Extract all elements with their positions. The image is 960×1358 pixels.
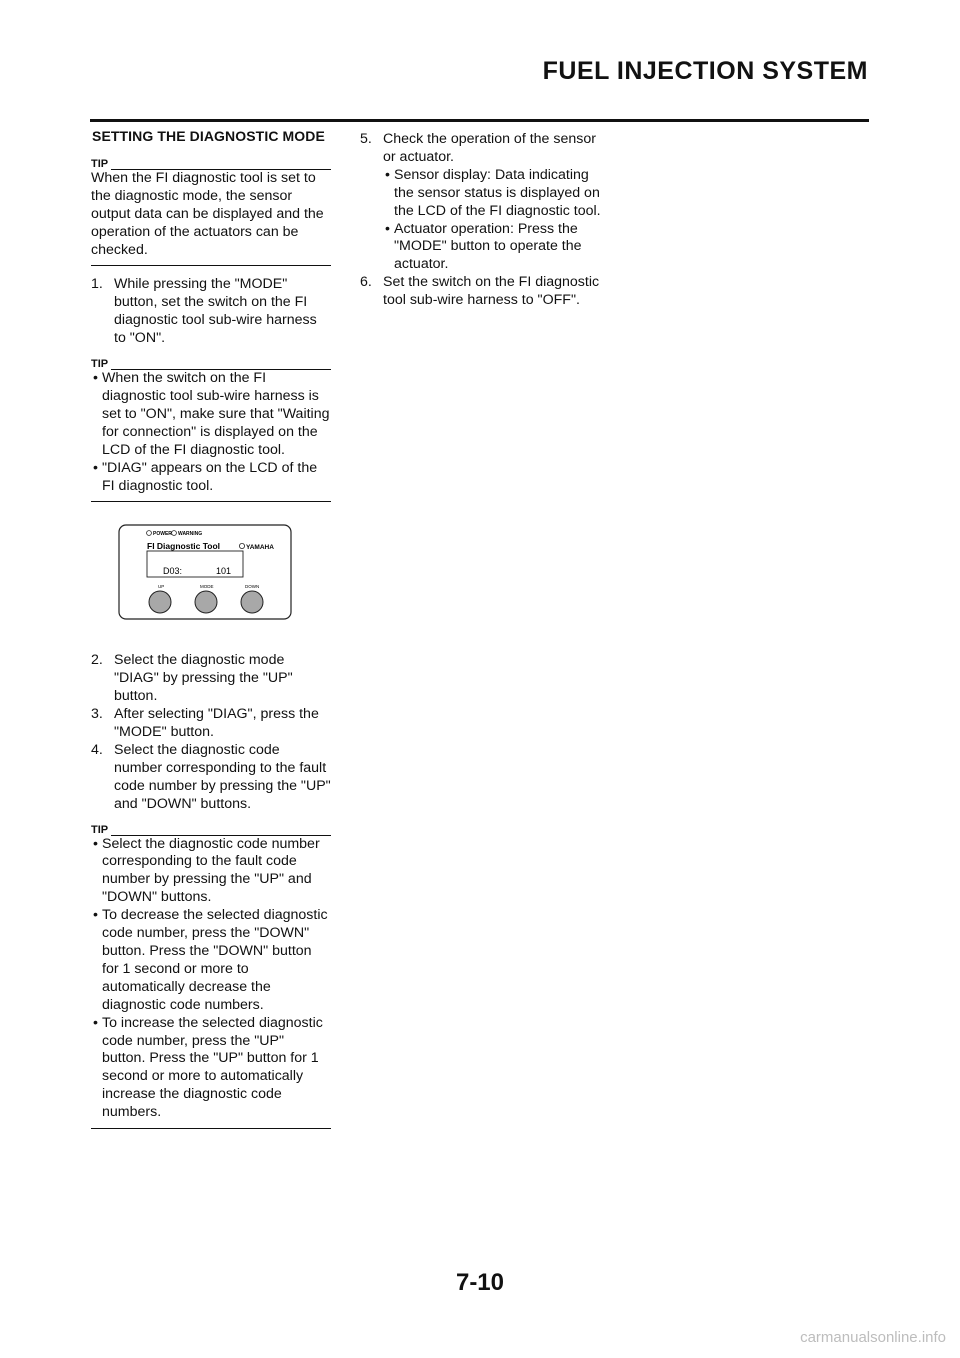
mode-button-icon	[195, 591, 217, 613]
step-number: 6.	[360, 274, 372, 291]
right-column	[360, 131, 610, 310]
lcd-value: 101	[216, 566, 232, 576]
step-text: Select the diagnostic mode "DIAG" by pressing the "UP" button.	[114, 652, 293, 705]
step-text: Set the switch on the FI diagnostic tool sub-wire harness to "OFF".	[383, 274, 600, 309]
step-item	[91, 276, 331, 348]
step-text: After selecting "DIAG", press the "MODE" button.	[114, 706, 319, 741]
tip-bullet: • Select the diagnostic code number corresponding to the fault code number by pressing the "UP" and "DOWN" buttons.	[91, 836, 331, 908]
step-bullet: • Sensor display: Data indicating the sensor status is displayed on the LCD of the FI diagnostic tool.	[383, 167, 610, 221]
mode-label: MODE	[200, 584, 214, 589]
down-label: DOWN	[245, 584, 260, 589]
step-bullet: • Actuator operation: Press the "MODE" button to operate the actuator.	[383, 221, 610, 275]
section-heading: SETTING THE DIAGNOSTIC MODE	[92, 128, 325, 144]
tip-bullet: • To increase the selected diagnostic code number, press the "UP" button. Press the "UP" button for 1 second or more to automatically increase the diagnostic code numbers.	[91, 1015, 331, 1122]
tip-box-2	[91, 356, 331, 502]
power-label: POWER	[153, 531, 172, 537]
tip-bullet: • When the switch on the FI diagnostic tool sub-wire harness is set to "ON", make sure that "Waiting for connection" is displayed on the LCD of the FI diagnostic tool.	[91, 370, 331, 460]
step-item	[91, 652, 331, 706]
step-number: 3.	[91, 706, 103, 723]
page-number: 7-10	[455, 1269, 505, 1296]
step-text: While pressing the "MODE" button, set the switch on the FI diagnostic tool sub-wire harness to "ON".	[114, 276, 317, 347]
tip-box-3	[91, 822, 331, 1130]
fi-diagnostic-tool-figure	[118, 524, 292, 620]
step-text: Select the diagnostic code number corresponding to the fault code number by pressing the "UP" and "DOWN" buttons.	[114, 741, 331, 812]
tip-text: When the FI diagnostic tool is set to the diagnostic mode, the sensor output data can be displayed and the operation of the actuators can be checked.	[91, 169, 324, 258]
left-column	[91, 128, 331, 1139]
step-item	[360, 274, 610, 310]
warning-label: WARNING	[178, 531, 203, 537]
step-list-1	[91, 276, 331, 348]
lcd-code: D03:	[163, 566, 183, 576]
tip-label: TIP	[91, 823, 109, 836]
tip-box-1	[91, 156, 331, 267]
tip-bullet: • To decrease the selected diagnostic code number, press the "DOWN" button. Press the "DOWN" button for 1 second or more to automatically decrease the diagnostic code numbers.	[91, 907, 331, 1014]
down-button-icon	[241, 591, 263, 613]
step-number: 1.	[91, 276, 103, 293]
step-item	[91, 742, 331, 814]
tool-name: FI Diagnostic Tool	[147, 541, 221, 551]
header-rule	[90, 119, 869, 122]
step-number: 5.	[360, 131, 372, 147]
tip-bullet: • "DIAG" appears on the LCD of the FI diagnostic tool.	[91, 460, 331, 496]
brand-name: YAMAHA	[246, 544, 274, 551]
tip-label: TIP	[91, 358, 109, 371]
step-item	[360, 131, 610, 274]
step-list-2	[91, 652, 331, 813]
fi-diagnostic-tool-illustration	[118, 524, 292, 620]
step-list-3	[360, 131, 610, 310]
step-number: 4.	[91, 741, 103, 758]
up-button-icon	[149, 591, 171, 613]
section-title: FUEL INJECTION SYSTEM	[542, 57, 868, 85]
step-text: Check the operation of the sensor or actuator.	[383, 131, 596, 165]
step-item	[91, 706, 331, 742]
step-number: 2.	[91, 652, 103, 669]
watermark: carmanualsonline.info	[800, 1329, 946, 1346]
up-label: UP	[158, 584, 165, 589]
tip-label: TIP	[91, 157, 109, 170]
